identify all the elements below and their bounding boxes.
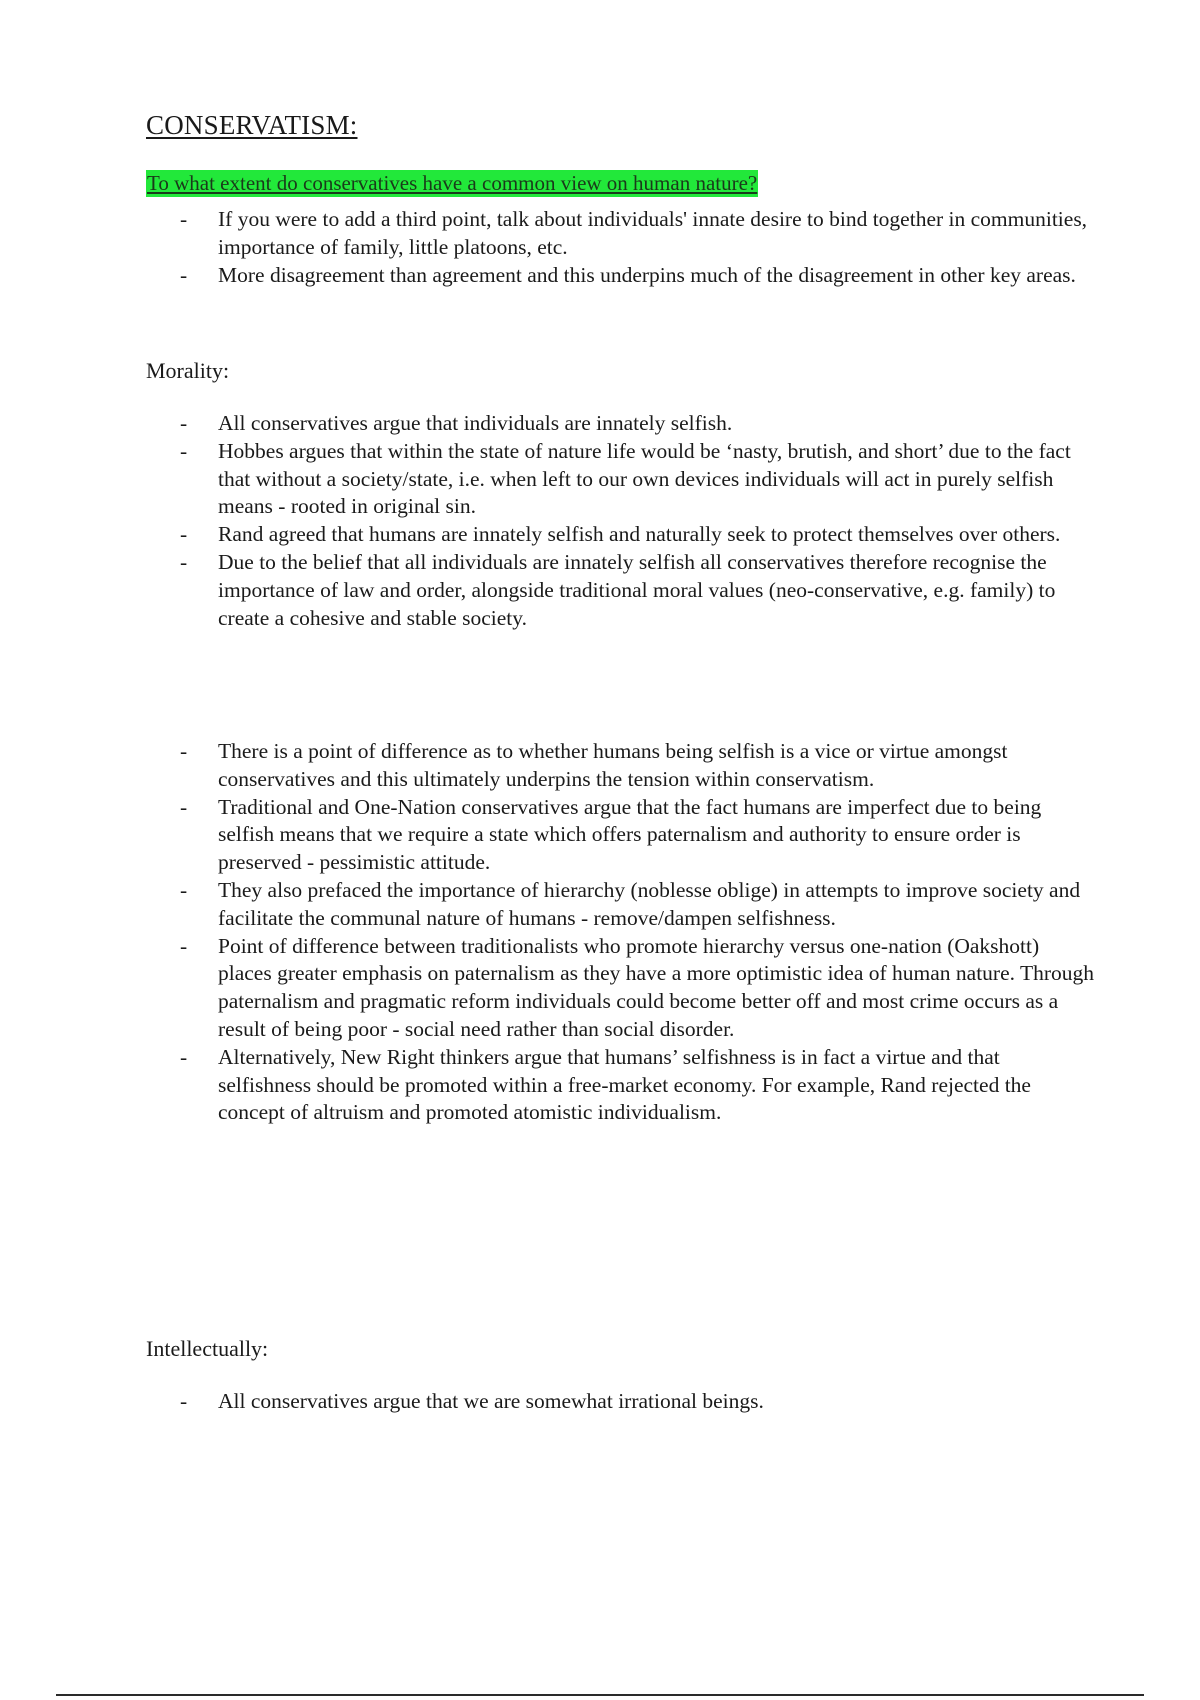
bullet-dash: - [180,877,188,902]
bullet-dash: - [180,1044,188,1069]
section-heading-morality: Morality: [146,358,230,383]
list-item: - There is a point of difference as to whether humans being selfish is a vice or virtue amongst conservatives and this ultimately underpins the tension within conservatism. [180,739,1008,791]
bullet-dash: - [180,1389,188,1413]
bullet-dash: - [180,739,188,763]
highlighted-question: To what extent do conservatives have a common view on human nature? [147,171,758,195]
list-item: - If you were to add a third point, talk about individuals' innate desire to bind together in communities, importance of family, little platoons, etc. [180,207,1088,259]
footer-divider [56,1694,1144,1696]
intro-list [146,206,1096,289]
list-item: - All conservatives argue that we are somewhat irrational beings. [146,1388,1096,1416]
list-item: - Hobbes argues that within the state of nature life would be ‘nasty, brutish, and short’ due to the fact that without a society/state, i.e. when left to our own devices individuals will act in purely selfish means - rooted in original sin. [180,438,1071,519]
bullet-dash: - [180,933,188,958]
list-item: - More disagreement than agreement and this underpins much of the disagreement in other key areas. [146,262,1096,290]
document-title: CONSERVATISM: [146,110,358,140]
list-item: - Alternatively, New Right thinkers argue that humans’ selfishness is in fact a virtue and that selfishness should be promoted within a free-market economy. For example, Rand rejected the concept of altruism and promoted atomistic individualism. [180,1044,1031,1125]
bullet-dash: - [180,438,188,463]
morality-list-a [146,410,1096,632]
list-item: - All conservatives argue that individuals are innately selfish. [146,410,1096,438]
list-item: - Point of difference between traditionalists who promote hierarchy versus one-nation (Oakshott) places greater emphasis on paternalism as they have a more optimistic idea of human nature. Through paternalism and pragmatic reform individuals could become better off and most crime occurs as a result of being poor - social need rather than social disorder. [180,933,1095,1041]
bullet-dash: - [180,522,188,547]
morality-list-b [146,738,1096,1127]
bullet-dash: - [180,549,188,574]
bullet-dash: - [180,411,188,435]
bullet-dash: - [180,207,188,231]
list-item: - They also prefaced the importance of hierarchy (noblesse oblige) in attempts to improve society and facilitate the communal nature of humans - remove/dampen selfishness. [180,877,1081,930]
list-item: - Traditional and One-Nation conservatives argue that the fact humans are imperfect due to being selfish means that we require a state which offers paternalism and authority to ensure order is preserved - pessimistic attitude. [180,794,1042,875]
list-item: - Rand agreed that humans are innately selfish and naturally seek to protect themselves over others. [146,521,1096,549]
bullet-dash: - [180,262,188,287]
section-heading-intellectually: Intellectually: [146,1336,269,1361]
list-item: - Due to the belief that all individuals are innately selfish all conservatives therefore recognise the importance of law and order, alongside traditional moral values (neo-conservative, e.g. family) to create a cohesive and stable society. [180,549,1056,630]
bullet-dash: - [180,794,188,819]
intellectually-list [146,1388,1096,1416]
